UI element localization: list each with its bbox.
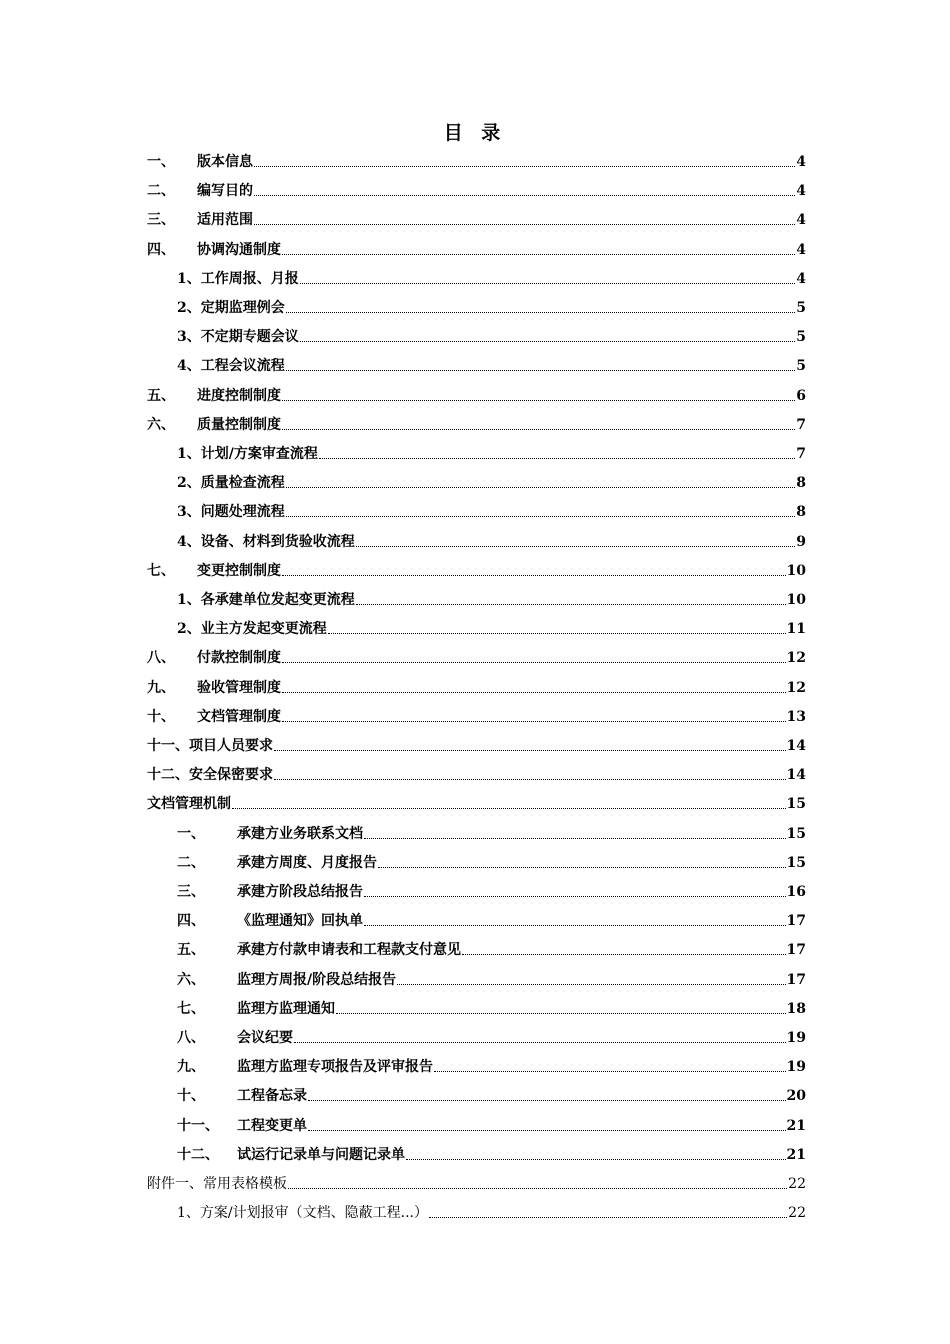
dot-leader [282, 692, 786, 693]
toc-entry-number: 七、 [177, 1000, 205, 1017]
toc-entry[interactable] [177, 588, 806, 608]
toc-entry-page-number: 7 [796, 416, 806, 433]
toc-entry-number: 三、 [147, 212, 175, 229]
toc-entry-page-number: 5 [796, 300, 806, 316]
toc-entry-number: 六、 [147, 416, 175, 433]
toc-entry-number: 二、 [147, 183, 175, 200]
toc-entry[interactable] [177, 1084, 806, 1104]
toc-entry-label: 验收管理制度 [197, 679, 281, 696]
toc-entry-label: 2、定期监理例会 [177, 300, 285, 316]
toc-entry-label: 质量控制制度 [197, 416, 281, 433]
toc-entry-label: 工程变更单 [237, 1117, 307, 1134]
dot-leader [282, 429, 795, 430]
dot-leader [282, 254, 795, 255]
toc-entry-page-number: 8 [796, 475, 806, 492]
toc-entry[interactable] [177, 354, 806, 374]
toc-entry-number: 一、 [147, 154, 175, 170]
toc-entry[interactable] [147, 559, 806, 579]
toc-entry[interactable] [147, 792, 806, 812]
toc-entry-number: 八、 [147, 650, 175, 667]
toc-entry-page-number: 22 [788, 1176, 806, 1192]
toc-entry-page-number: 8 [796, 504, 806, 521]
toc-entry[interactable] [177, 1201, 806, 1221]
toc-entry-page-number: 20 [786, 1088, 806, 1105]
toc-entry[interactable] [147, 1172, 806, 1192]
toc-entry-page-number: 5 [796, 358, 806, 375]
toc-entry-number: 五、 [147, 387, 175, 404]
toc-entry[interactable] [177, 1026, 806, 1046]
toc-entry-number: 六、 [177, 971, 205, 988]
dot-leader [356, 546, 796, 547]
toc-entry-page-number: 5 [796, 329, 806, 346]
toc-entry[interactable] [177, 1114, 806, 1134]
dot-leader [308, 1100, 786, 1101]
toc-entry-page-number: 14 [786, 767, 806, 784]
dot-leader [336, 1013, 786, 1014]
toc-entry-label: 进度控制制度 [197, 387, 281, 404]
toc-entry-label: 版本信息 [197, 154, 253, 170]
toc-entry-label: 4、设备、材料到货验收流程 [177, 533, 355, 550]
toc-entry-label: 2、业主方发起变更流程 [177, 621, 327, 638]
toc-entry[interactable] [177, 822, 806, 842]
toc-entry-label: 文档管理机制 [147, 796, 231, 813]
toc-entry-page-number: 14 [786, 738, 806, 754]
dot-leader [286, 487, 796, 488]
dot-leader [300, 341, 796, 342]
dot-leader [232, 808, 786, 809]
toc-entry-page-number: 17 [786, 913, 806, 930]
toc-entry-label: 监理方监理通知 [237, 1000, 335, 1017]
toc-entry-page-number: 12 [786, 679, 806, 696]
toc-entry-label: 编写目的 [197, 183, 253, 200]
toc-entry-page-number: 4 [796, 212, 806, 229]
toc-entry-number: 九、 [177, 1059, 205, 1076]
toc-entry-label: 承建方付款申请表和工程款支付意见 [237, 942, 461, 959]
toc-entry-label: 3、不定期专题会议 [177, 329, 299, 346]
toc-entry[interactable] [177, 1055, 806, 1075]
toc-entry-page-number: 22 [788, 1205, 806, 1222]
toc-entry-label: 变更控制制度 [197, 562, 281, 579]
dot-leader [282, 575, 786, 576]
toc-entry[interactable] [147, 179, 806, 199]
toc-entry-page-number: 12 [786, 650, 806, 667]
toc-entry-page-number: 21 [786, 1117, 806, 1134]
dot-leader [328, 633, 786, 634]
toc-entry[interactable] [177, 851, 806, 871]
dot-leader [300, 283, 796, 284]
dot-leader [286, 370, 796, 371]
toc-entry[interactable] [147, 705, 806, 725]
toc-entry-label: 监理方周报/阶段总结报告 [237, 971, 397, 988]
toc-entry-page-number: 4 [796, 270, 806, 287]
toc-entry-page-number: 11 [786, 621, 806, 638]
toc-entry[interactable] [147, 150, 806, 170]
toc-entry[interactable] [147, 734, 806, 754]
toc-entry[interactable] [177, 1143, 806, 1163]
dot-leader [434, 1071, 786, 1072]
toc-entry[interactable] [147, 384, 806, 404]
toc-entry-number: 八、 [177, 1030, 205, 1046]
toc-entry[interactable] [177, 909, 806, 929]
toc-entry[interactable] [147, 763, 806, 783]
dot-leader [286, 312, 796, 313]
toc-entry-label: 承建方业务联系文档 [237, 825, 363, 842]
toc-entry[interactable] [177, 471, 806, 491]
dot-leader [274, 750, 786, 751]
toc-entry-label: 适用范围 [197, 212, 253, 229]
toc-entry[interactable] [147, 413, 806, 433]
toc-entry-label: 工程备忘录 [237, 1088, 307, 1105]
toc-entry-label: 3、问题处理流程 [177, 504, 285, 521]
toc-entry-label: 1、工作周报、月报 [177, 270, 299, 287]
toc-title: 目 录 [443, 122, 507, 144]
toc-entry-label: 4、工程会议流程 [177, 358, 285, 375]
toc-entry-number: 九、 [147, 679, 175, 696]
toc-entry-number: 四、 [177, 913, 205, 930]
toc-entry-page-number: 15 [786, 825, 806, 842]
toc-entry-label: 十一、项目人员要求 [147, 738, 273, 754]
toc-entry[interactable] [177, 617, 806, 637]
dot-leader [274, 779, 786, 780]
dot-leader [364, 838, 786, 839]
dot-leader [254, 166, 795, 167]
toc-entry-label: 承建方周度、月度报告 [237, 854, 377, 871]
toc-entry[interactable] [177, 968, 806, 988]
toc-entry-label: 付款控制制度 [197, 650, 281, 667]
toc-entry-number: 四、 [147, 241, 175, 258]
toc-entry-number: 十、 [147, 708, 175, 725]
toc-entry-number: 五、 [177, 942, 205, 959]
toc-entry-label: 监理方监理专项报告及评审报告 [237, 1059, 433, 1076]
toc-entry[interactable] [177, 267, 806, 287]
toc-entry-page-number: 4 [796, 154, 806, 170]
dot-leader [282, 662, 786, 663]
dot-leader [364, 896, 786, 897]
dot-leader [254, 195, 795, 196]
toc-entry-label: 1、计划/方案审查流程 [177, 446, 318, 462]
toc-entry-page-number: 13 [786, 708, 806, 725]
dot-leader [294, 1042, 786, 1043]
toc-entry[interactable] [177, 997, 806, 1017]
toc-entry-page-number: 6 [796, 387, 806, 404]
toc-entry-label: 会议纪要 [237, 1030, 293, 1046]
toc-entry-page-number: 15 [786, 796, 806, 813]
toc-entry-label: 2、质量检查流程 [177, 475, 285, 492]
dot-leader [282, 721, 786, 722]
toc-entry-number: 二、 [177, 854, 205, 871]
toc-entry[interactable] [147, 646, 806, 666]
dot-leader [378, 867, 786, 868]
toc-entry-label: 十二、安全保密要求 [147, 767, 273, 784]
toc-entry-number: 一、 [177, 825, 205, 842]
toc-entry-label: 试运行记录单与问题记录单 [237, 1146, 405, 1163]
toc-entry-page-number: 17 [786, 942, 806, 959]
dot-leader [364, 925, 786, 926]
toc-entry-page-number: 19 [786, 1030, 806, 1046]
toc-entry-page-number: 9 [796, 533, 806, 550]
toc-entry[interactable] [177, 880, 806, 900]
dot-leader [462, 954, 786, 955]
dot-leader [286, 516, 796, 517]
toc-entry[interactable] [177, 442, 806, 462]
toc-entry-number: 十二、 [177, 1146, 219, 1163]
toc-entry-label: 附件一、常用表格模板 [147, 1176, 287, 1192]
dot-leader [406, 1159, 786, 1160]
toc-entry[interactable] [177, 296, 806, 316]
toc-entry-label: 1、各承建单位发起变更流程 [177, 592, 355, 608]
toc-entry[interactable] [177, 530, 806, 550]
dot-leader [356, 604, 786, 605]
toc-entry-number: 十一、 [177, 1117, 219, 1134]
toc-entry-number: 三、 [177, 884, 205, 900]
toc-entry-page-number: 17 [786, 971, 806, 988]
toc-entry-label: 1、方案/计划报审（文档、隐蔽工程...） [177, 1205, 428, 1222]
toc-entry-page-number: 16 [786, 884, 806, 900]
toc-entry-number: 十、 [177, 1088, 205, 1105]
dot-leader [288, 1188, 787, 1189]
toc-entry[interactable] [177, 938, 806, 958]
toc-entry-label: 协调沟通制度 [197, 241, 281, 258]
toc-entry[interactable] [177, 500, 806, 520]
toc-entry-page-number: 10 [786, 592, 806, 608]
dot-leader [254, 224, 795, 225]
dot-leader [397, 984, 785, 985]
dot-leader [308, 1130, 786, 1131]
toc-entry-page-number: 10 [786, 562, 806, 579]
toc-entry-page-number: 18 [786, 1000, 806, 1017]
toc-entry-label: 文档管理制度 [197, 708, 281, 725]
toc-entry[interactable] [147, 208, 806, 228]
toc-entry-number: 七、 [147, 562, 175, 579]
dot-leader [282, 400, 795, 401]
toc-entry-page-number: 15 [786, 854, 806, 871]
toc-entry-page-number: 7 [796, 446, 806, 462]
dot-leader [429, 1217, 787, 1218]
toc-entry-label: 承建方阶段总结报告 [237, 884, 363, 900]
toc-entry-label: 《监理通知》回执单 [237, 913, 363, 930]
toc-entry-page-number: 21 [786, 1146, 806, 1163]
toc-entry[interactable] [147, 676, 806, 696]
dot-leader [319, 458, 795, 459]
toc-entry[interactable] [147, 238, 806, 258]
toc-entry-page-number: 4 [796, 241, 806, 258]
toc-entry-page-number: 4 [796, 183, 806, 200]
toc-entry-page-number: 19 [786, 1059, 806, 1076]
toc-entry[interactable] [177, 325, 806, 345]
